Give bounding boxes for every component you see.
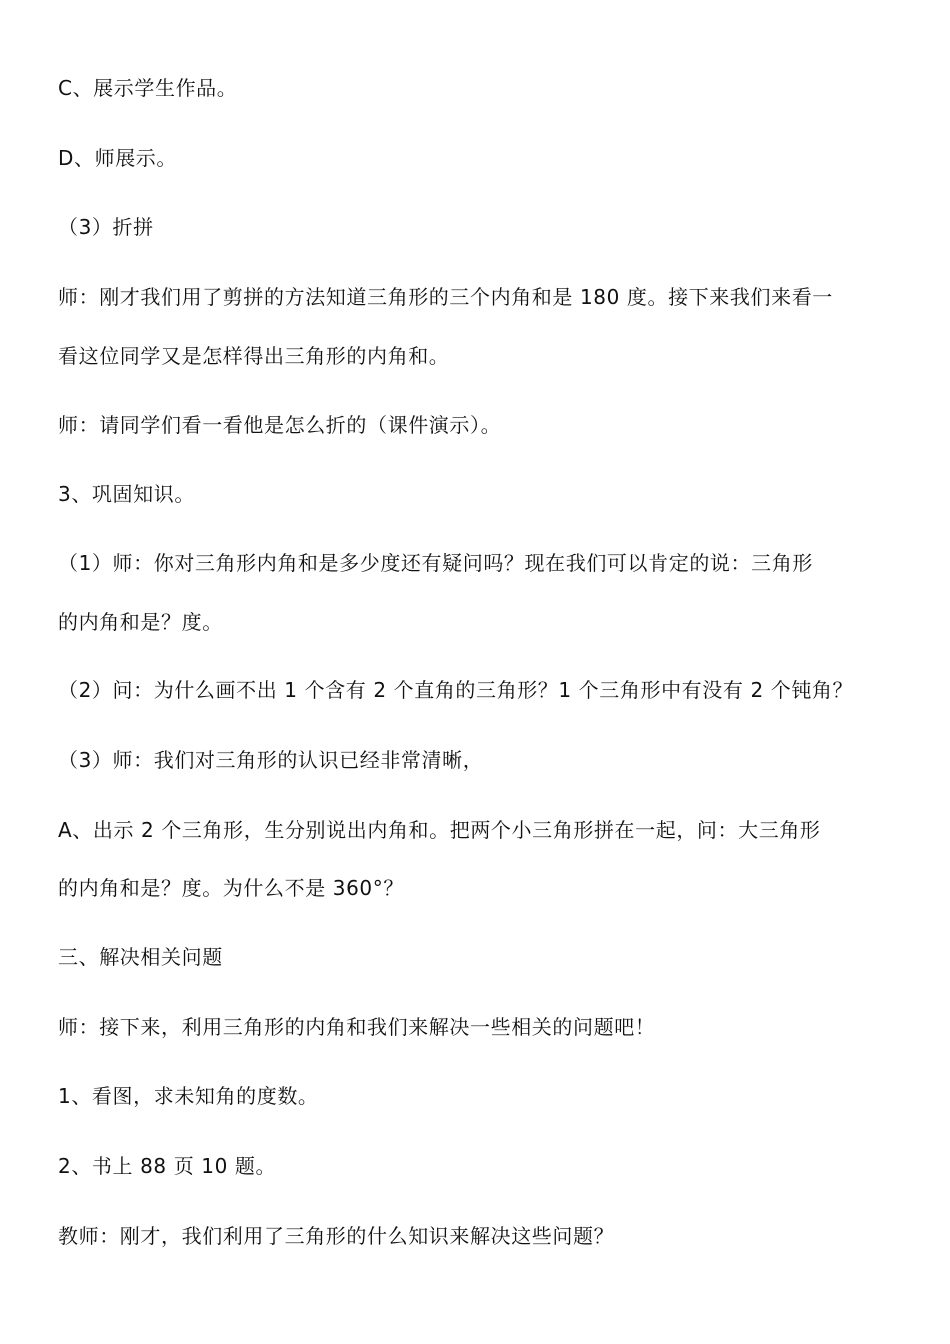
text-line: 师：接下来，利用三角形的内角和我们来解决一些相关的问题吧！ — [58, 1015, 656, 1039]
text-line: 教师：刚才，我们利用了三角形的什么知识来解决这些问题？ — [58, 1224, 615, 1248]
text-line: A、出示 2 个三角形，生分别说出内角和。把两个小三角形拼在一起，问：大三角形 — [58, 818, 821, 842]
text-line: 师：请同学们看一看他是怎么折的（课件演示）。 — [58, 413, 502, 437]
text-line: D、师展示。 — [58, 146, 178, 170]
text-line: 的内角和是？度。 — [58, 610, 223, 634]
section-heading: 三、解决相关问题 — [58, 945, 223, 969]
text-line: 看这位同学又是怎样得出三角形的内角和。 — [58, 344, 450, 368]
text-line: 2、书上 88 页 10 题。 — [58, 1154, 277, 1178]
text-line: C、展示学生作品。 — [58, 76, 238, 100]
text-line: （2）问：为什么画不出 1 个含有 2 个直角的三角形？1 个三角形中有没有 2 个钝角？ — [58, 678, 854, 702]
text-line: 的内角和是？度。为什么不是 360°？ — [58, 876, 404, 900]
text-line: （3）折拼 — [58, 215, 154, 239]
text-line: （3）师：我们对三角形的认识已经非常清晰， — [58, 748, 484, 772]
text-line: 师：刚才我们用了剪拼的方法知道三角形的三个内角和是 180 度。接下来我们来看一 — [58, 285, 833, 309]
text-line: 3、巩固知识。 — [58, 482, 195, 506]
text-line: 1、看图，求未知角的度数。 — [58, 1084, 319, 1108]
text-line: （1）师：你对三角形内角和是多少度还有疑问吗？现在我们可以肯定的说：三角形 — [58, 551, 813, 575]
